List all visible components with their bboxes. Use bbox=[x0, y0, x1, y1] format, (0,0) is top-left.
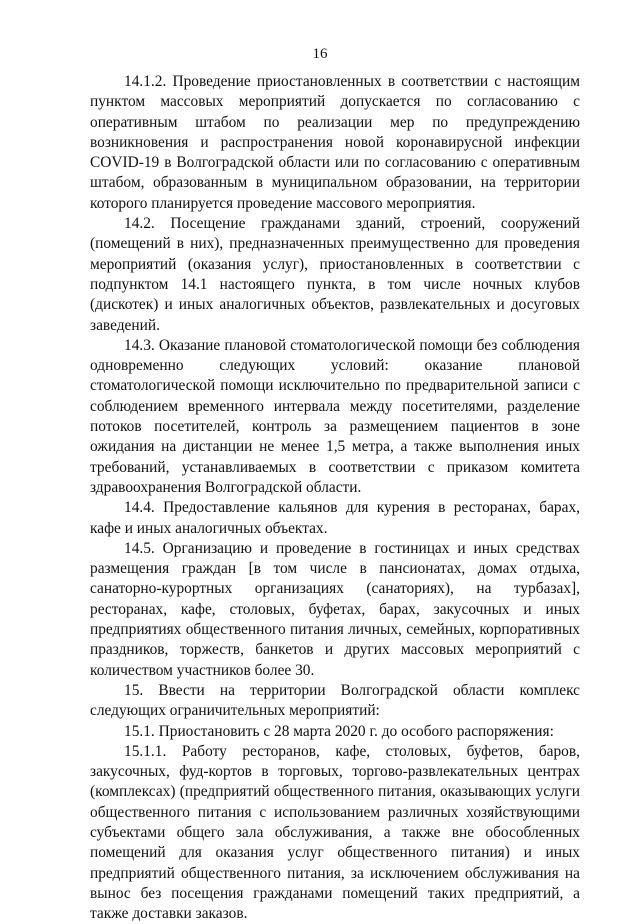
paragraph-14-1-2: 14.1.2. Проведение приостановленных в соответствии с настоящим пунктом массовых мероприятий допускается по согласованию с оперативным штабом по реализации мер по предупреждению возникновения и распространения новой коронавирусной инфекции COVID-19 в Волгоградской области или по согласованию с оперативным штабом, образованным в муниципальном образовании, на территории которого планируется проведение массового мероприятия. bbox=[90, 73, 580, 212]
paragraph-15: 15. Ввести на территории Волгоградской области комплекс следующих ограничительных мероприятий: bbox=[90, 681, 580, 720]
document-body bbox=[90, 72, 580, 924]
paragraph-15-1: 15.1. Приостановить с 28 марта 2020 г. до особого распоряжения: bbox=[124, 722, 554, 740]
paragraph-14-4: 14.4. Предоставление кальянов для курения в ресторанах, барах, кафе и иных аналогичных объектах. bbox=[90, 499, 580, 537]
paragraph-14-3: 14.3. Оказание плановой стоматологической помощи без соблюдения одновременно следующих условий: оказание плановой стоматологической помощи исключительно по предварительной записи с соблюдением временного интервала между посетителями, разделение потоков посетителей, контроль за размещением пациентов в зоне ожидания на дистанции не менее 1,5 метра, а также выполнения иных требований, устанавливаемых в соответствии с приказом комитета здравоохранения Волгоградской области. bbox=[90, 336, 580, 496]
paragraph-14-2: 14.2. Посещение гражданами зданий, строений, сооружений (помещений в них), предназначенных преимущественно для проведения мероприятий (оказания услуг), приостановленных в соответствии с подпунктом 14.1 настоящего пункта, в том числе ночных клубов (дискотек) и иных аналогичных объектов, развлекательных и досуговых заведений. bbox=[90, 215, 580, 334]
page-number: 16 bbox=[312, 46, 328, 62]
paragraph-14-5: 14.5. Организацию и проведение в гостиницах и иных средствах размещения граждан [в том числе в пансионатах, домах отдыха, санаторно-курортных организациях (санаториях), на турбазах], ресторанах, кафе, столовых, буфетах, барах, закусочных и иных предприятиях общественного питания личных, семейных, корпоративных праздников, торжеств, банкетов и других массовых мероприятий с количеством участников более 30. bbox=[90, 539, 580, 679]
paragraph-15-1-1: 15.1.1. Работу ресторанов, кафе, столовых, буфетов, баров, закусочных, фуд-кортов в торговых, торгово-развлекательных центрах (комплексах) (предприятий общественного питания, оказывающих услуги общественного питания с использованием различных хозяйствующими субъектами общего зала обслуживания, а также вне обособленных помещений для оказания услуг общественного питания) и иных предприятий общественного питания, за исключением обслуживания на вынос без посещения гражданами помещений таких предприятий, а также доставки заказов. bbox=[90, 742, 580, 923]
